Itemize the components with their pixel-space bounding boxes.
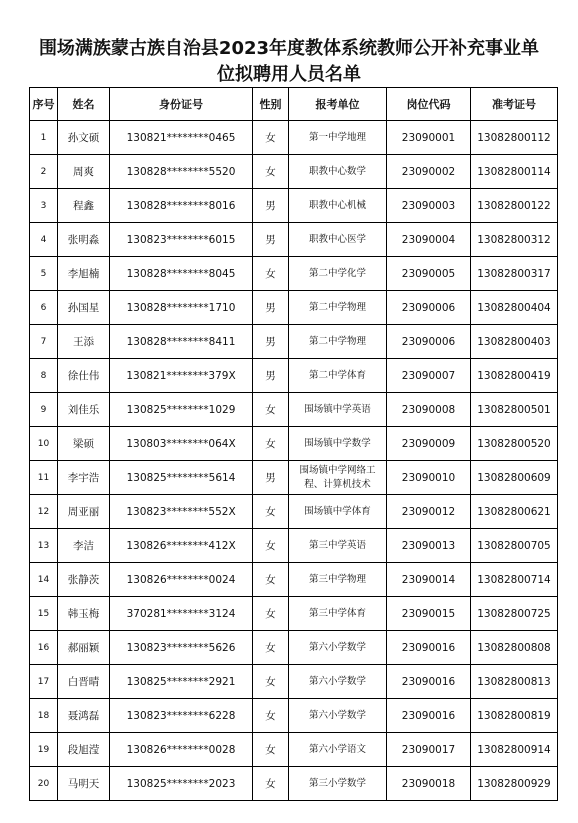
- cell-exam-number: 13082800621: [471, 495, 558, 529]
- cell-exam-number: 13082800725: [471, 597, 558, 631]
- cell-exam-number: 13082800114: [471, 155, 558, 189]
- cell-gender: 男: [253, 359, 289, 393]
- cell-name: 孙文硕: [58, 121, 110, 155]
- title-line-1: 围场满族蒙古族自治县2023年度教体系统教师公开补充事业单: [38, 38, 540, 59]
- table-row: [30, 563, 558, 597]
- cell-unit: 第二中学物理: [289, 291, 387, 325]
- cell-unit: 第三中学体育: [289, 597, 387, 631]
- cell-name: 孙国星: [58, 291, 110, 325]
- header-post-code: 岗位代码: [387, 88, 471, 121]
- cell-unit: 第三小学数学: [289, 767, 387, 801]
- cell-exam-number: 13082800404: [471, 291, 558, 325]
- cell-exam-number: 13082800403: [471, 325, 558, 359]
- cell-name: 段旭滢: [58, 733, 110, 767]
- cell-id-number: 130826********412X: [110, 529, 253, 563]
- cell-exam-number: 13082800609: [471, 461, 558, 495]
- cell-post-code: 23090006: [387, 291, 471, 325]
- cell-post-code: 23090012: [387, 495, 471, 529]
- cell-index: 4: [30, 223, 58, 257]
- table-row: [30, 597, 558, 631]
- table-body: [30, 121, 558, 801]
- cell-name: 李洁: [58, 529, 110, 563]
- cell-name: 梁硕: [58, 427, 110, 461]
- cell-name: 王添: [58, 325, 110, 359]
- cell-id-number: 130825********2921: [110, 665, 253, 699]
- cell-index: 17: [30, 665, 58, 699]
- cell-id-number: 130823********6015: [110, 223, 253, 257]
- cell-id-number: 130826********0024: [110, 563, 253, 597]
- cell-gender: 女: [253, 155, 289, 189]
- table-row: [30, 121, 558, 155]
- header-index: 序号: [30, 88, 58, 121]
- cell-exam-number: 13082800914: [471, 733, 558, 767]
- cell-index: 6: [30, 291, 58, 325]
- cell-exam-number: 13082800808: [471, 631, 558, 665]
- cell-post-code: 23090009: [387, 427, 471, 461]
- cell-name: 白晋晴: [58, 665, 110, 699]
- header-name: 姓名: [58, 88, 110, 121]
- cell-id-number: 130823********552X: [110, 495, 253, 529]
- cell-gender: 女: [253, 495, 289, 529]
- cell-unit: 第一中学地理: [289, 121, 387, 155]
- table-row: [30, 291, 558, 325]
- cell-exam-number: 13082800317: [471, 257, 558, 291]
- document-title: [0, 36, 578, 88]
- cell-name: 周亚丽: [58, 495, 110, 529]
- table-row: [30, 631, 558, 665]
- cell-unit: 第二中学化学: [289, 257, 387, 291]
- cell-index: 14: [30, 563, 58, 597]
- cell-id-number: 130828********1710: [110, 291, 253, 325]
- cell-unit: 第三中学物理: [289, 563, 387, 597]
- cell-unit: 第六小学数学: [289, 631, 387, 665]
- cell-id-number: 130828********8411: [110, 325, 253, 359]
- cell-id-number: 130823********5626: [110, 631, 253, 665]
- table-row: [30, 767, 558, 801]
- cell-id-number: 130828********8016: [110, 189, 253, 223]
- cell-post-code: 23090015: [387, 597, 471, 631]
- cell-id-number: 130825********2023: [110, 767, 253, 801]
- cell-name: 周爽: [58, 155, 110, 189]
- cell-exam-number: 13082800122: [471, 189, 558, 223]
- cell-exam-number: 13082800501: [471, 393, 558, 427]
- cell-post-code: 23090016: [387, 631, 471, 665]
- cell-name: 李宇浩: [58, 461, 110, 495]
- table-row: [30, 529, 558, 563]
- cell-post-code: 23090016: [387, 699, 471, 733]
- cell-post-code: 23090013: [387, 529, 471, 563]
- cell-gender: 女: [253, 631, 289, 665]
- cell-gender: 女: [253, 767, 289, 801]
- table-row: [30, 359, 558, 393]
- table-row: [30, 495, 558, 529]
- cell-exam-number: 13082800112: [471, 121, 558, 155]
- cell-exam-number: 13082800929: [471, 767, 558, 801]
- cell-post-code: 23090017: [387, 733, 471, 767]
- table-row: [30, 189, 558, 223]
- cell-gender: 男: [253, 223, 289, 257]
- cell-index: 16: [30, 631, 58, 665]
- table-row: [30, 427, 558, 461]
- cell-index: 8: [30, 359, 58, 393]
- cell-unit: 第三中学英语: [289, 529, 387, 563]
- cell-id-number: 130803********064X: [110, 427, 253, 461]
- cell-id-number: 130828********8045: [110, 257, 253, 291]
- cell-unit: 围场镇中学数学: [289, 427, 387, 461]
- cell-gender: 男: [253, 189, 289, 223]
- cell-exam-number: 13082800714: [471, 563, 558, 597]
- header-gender: 性别: [253, 88, 289, 121]
- cell-unit: 第二中学体育: [289, 359, 387, 393]
- cell-post-code: 23090005: [387, 257, 471, 291]
- cell-unit: 第六小学数学: [289, 665, 387, 699]
- header-exam-number: 准考证号: [471, 88, 558, 121]
- cell-index: 20: [30, 767, 58, 801]
- cell-gender: 女: [253, 393, 289, 427]
- cell-id-number: 370281********3124: [110, 597, 253, 631]
- cell-id-number: 130821********379X: [110, 359, 253, 393]
- cell-gender: 男: [253, 291, 289, 325]
- table-row: [30, 461, 558, 495]
- cell-unit: 第二中学物理: [289, 325, 387, 359]
- cell-id-number: 130823********6228: [110, 699, 253, 733]
- cell-unit: 职教中心数学: [289, 155, 387, 189]
- cell-post-code: 23090018: [387, 767, 471, 801]
- personnel-table: [29, 87, 558, 801]
- table-row: [30, 665, 558, 699]
- cell-gender: 男: [253, 325, 289, 359]
- cell-name: 张静茨: [58, 563, 110, 597]
- table-row: [30, 257, 558, 291]
- cell-exam-number: 13082800419: [471, 359, 558, 393]
- cell-gender: 女: [253, 597, 289, 631]
- cell-gender: 女: [253, 733, 289, 767]
- cell-id-number: 130821********0465: [110, 121, 253, 155]
- cell-gender: 女: [253, 529, 289, 563]
- cell-name: 徐仕伟: [58, 359, 110, 393]
- cell-post-code: 23090016: [387, 665, 471, 699]
- cell-unit: 围场镇中学网络工程、计算机技术: [289, 461, 387, 495]
- cell-index: 11: [30, 461, 58, 495]
- cell-index: 7: [30, 325, 58, 359]
- table-row: [30, 223, 558, 257]
- cell-index: 18: [30, 699, 58, 733]
- cell-gender: 女: [253, 563, 289, 597]
- cell-unit: 围场镇中学英语: [289, 393, 387, 427]
- cell-post-code: 23090007: [387, 359, 471, 393]
- cell-unit: 第六小学语文: [289, 733, 387, 767]
- cell-gender: 女: [253, 699, 289, 733]
- cell-gender: 女: [253, 257, 289, 291]
- cell-index: 9: [30, 393, 58, 427]
- cell-name: 刘佳乐: [58, 393, 110, 427]
- cell-exam-number: 13082800520: [471, 427, 558, 461]
- table-header-row: [30, 88, 558, 121]
- table-row: [30, 699, 558, 733]
- cell-index: 19: [30, 733, 58, 767]
- cell-id-number: 130825********1029: [110, 393, 253, 427]
- cell-id-number: 130825********5614: [110, 461, 253, 495]
- cell-post-code: 23090004: [387, 223, 471, 257]
- table-row: [30, 393, 558, 427]
- cell-unit: 职教中心机械: [289, 189, 387, 223]
- cell-index: 2: [30, 155, 58, 189]
- table-row: [30, 733, 558, 767]
- cell-post-code: 23090003: [387, 189, 471, 223]
- table-row: [30, 325, 558, 359]
- cell-gender: 女: [253, 427, 289, 461]
- cell-exam-number: 13082800705: [471, 529, 558, 563]
- cell-gender: 女: [253, 665, 289, 699]
- header-unit: 报考单位: [289, 88, 387, 121]
- cell-index: 10: [30, 427, 58, 461]
- cell-unit: 围场镇中学体育: [289, 495, 387, 529]
- cell-post-code: 23090008: [387, 393, 471, 427]
- cell-gender: 男: [253, 461, 289, 495]
- cell-name: 程鑫: [58, 189, 110, 223]
- cell-index: 13: [30, 529, 58, 563]
- cell-index: 5: [30, 257, 58, 291]
- cell-gender: 女: [253, 121, 289, 155]
- cell-index: 12: [30, 495, 58, 529]
- cell-unit: 职教中心医学: [289, 223, 387, 257]
- cell-exam-number: 13082800312: [471, 223, 558, 257]
- cell-name: 郝丽颖: [58, 631, 110, 665]
- cell-name: 聂鸿磊: [58, 699, 110, 733]
- cell-name: 张明淼: [58, 223, 110, 257]
- header-id-number: 身份证号: [110, 88, 253, 121]
- cell-unit: 第六小学数学: [289, 699, 387, 733]
- cell-name: 韩玉梅: [58, 597, 110, 631]
- cell-post-code: 23090001: [387, 121, 471, 155]
- cell-index: 1: [30, 121, 58, 155]
- cell-post-code: 23090010: [387, 461, 471, 495]
- cell-name: 马明天: [58, 767, 110, 801]
- title-line-2: 位拟聘用人员名单: [217, 64, 361, 85]
- cell-id-number: 130826********0028: [110, 733, 253, 767]
- cell-index: 3: [30, 189, 58, 223]
- cell-exam-number: 13082800819: [471, 699, 558, 733]
- cell-index: 15: [30, 597, 58, 631]
- cell-post-code: 23090002: [387, 155, 471, 189]
- cell-id-number: 130828********5520: [110, 155, 253, 189]
- cell-post-code: 23090006: [387, 325, 471, 359]
- cell-post-code: 23090014: [387, 563, 471, 597]
- cell-name: 李旭楠: [58, 257, 110, 291]
- cell-exam-number: 13082800813: [471, 665, 558, 699]
- table-row: [30, 155, 558, 189]
